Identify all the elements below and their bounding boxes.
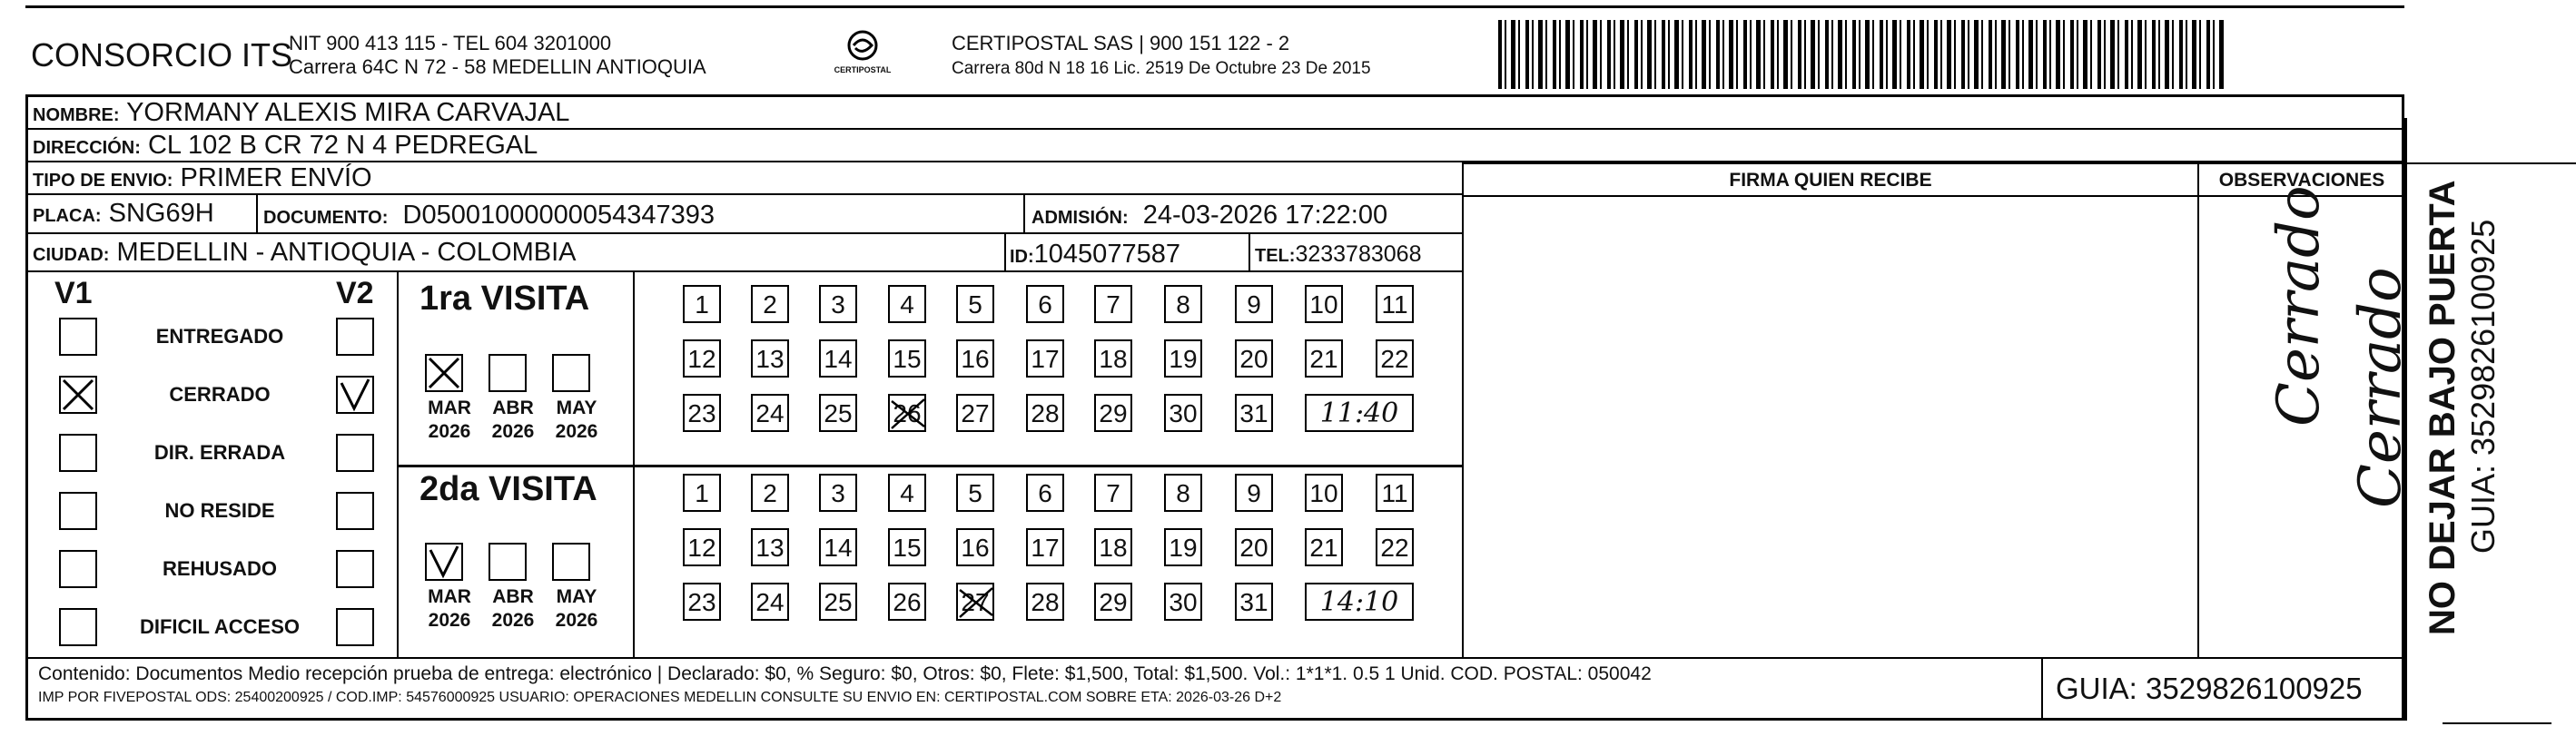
guia-box: GUIA: 3529826100925 [2056,672,2363,705]
divider [1004,234,1006,272]
v1-checkbox[interactable] [59,550,97,588]
strike-mark-icon [958,584,994,621]
month-checkbox[interactable] [552,354,590,392]
day-box[interactable]: 4 [888,285,926,323]
month-checkbox[interactable] [489,354,527,392]
year-label: 2026 [555,610,598,631]
month-checkbox[interactable] [425,354,463,392]
v2-checkbox[interactable] [336,434,374,472]
logo-icon [844,30,881,61]
side-guia-text: GUIA: 3529826100925 [2464,219,2502,554]
status-option-label: REHUSADO [163,557,277,580]
day-box[interactable]: 26 [888,583,926,621]
day-box[interactable]: 17 [1026,528,1064,566]
day-box[interactable]: 26 [888,394,926,432]
certipostal-logo [831,30,894,74]
status-option-label: DIFICIL ACCESO [139,615,300,638]
day-box[interactable]: 1 [683,474,721,512]
day-box[interactable]: 17 [1026,339,1064,378]
status-option-label: CERRADO [169,383,271,406]
firma-header: FIRMA QUIEN RECIBE [1464,164,2197,197]
id-label: ID: [1010,247,1034,267]
day-box[interactable]: 20 [1235,528,1273,566]
day-box[interactable]: 7 [1094,474,1132,512]
nombre-row [27,97,2406,130]
barcode [1498,20,2225,89]
divider [2041,657,2043,721]
tel-field [1255,236,1421,274]
divider [1249,234,1250,272]
firma-area[interactable] [1464,197,2197,657]
day-box[interactable]: 10 [1305,474,1343,512]
divider [399,465,1462,467]
day-box[interactable]: 15 [888,528,926,566]
year-label: 2026 [428,610,471,631]
day-box[interactable]: 2 [751,474,789,512]
day-box[interactable]: 29 [1094,394,1132,432]
day-box[interactable]: 11 [1376,285,1414,323]
day-box[interactable]: 3 [819,474,857,512]
day-box[interactable]: 13 [751,528,789,566]
day-box[interactable]: 24 [751,394,789,432]
v2-checkbox[interactable] [336,608,374,646]
contenido-text: Contenido: Documentos Medio recepción prueba de entrega: electrónico | Declarado: $0, % Seguro: $0, Otros: $0, Flete: $1,500, Total: $1,500. Vol.: 1*1*1. 0.5 1 Unid. COD. POSTAL: 050042 [38,663,1652,684]
v2-checkbox[interactable] [336,376,374,414]
v1-checkbox[interactable] [59,492,97,530]
direccion-row [27,130,2406,162]
v2-checkbox[interactable] [336,550,374,588]
direccion-label: DIRECCIÓN: [33,138,141,158]
handwriting-2: Cerrado [2347,267,2414,508]
top-rule [25,5,2404,8]
nombre-label: NOMBRE: [33,105,120,125]
day-box[interactable]: 8 [1164,474,1202,512]
documento-value: D05001000000054347393 [402,201,716,230]
year-label: 2026 [555,421,598,442]
placa-label: PLACA: [33,206,102,226]
observaciones-header: OBSERVACIONES [2199,164,2404,197]
logo-text: CERTIPOSTAL [834,65,892,74]
day-box[interactable]: 5 [956,285,994,323]
day-box[interactable]: 9 [1235,285,1273,323]
time-box[interactable]: 11:40 [1305,394,1414,432]
check-mark-icon [427,545,461,579]
day-box[interactable]: 25 [819,583,857,621]
day-box[interactable]: 30 [1164,394,1202,432]
day-box[interactable]: 13 [751,339,789,378]
day-box[interactable]: 31 [1235,394,1273,432]
day-box[interactable]: 28 [1026,583,1064,621]
check-mark-icon [427,356,461,390]
divider [2197,162,2199,657]
v1-checkbox[interactable] [59,434,97,472]
month-label: MAR [428,398,471,418]
day-box[interactable]: 14 [819,339,857,378]
day-box[interactable]: 15 [888,339,926,378]
day-box[interactable]: 18 [1094,528,1132,566]
divider [1023,195,1025,234]
imp-text: IMP POR FIVEPOSTAL ODS: 25400200925 / COD.IMP: 54576000925 USUARIO: OPERACIONES MEDELLIN CONSULTE SU ENVIO EN: CERTIPOSTAL.COM SOBRE ETA: 2026-03-26 D+2 [38,690,1282,705]
documento-label: DOCUMENTO: [263,208,389,228]
day-box[interactable]: 27 [956,583,994,621]
visit2-title: 2da VISITA [419,470,597,508]
v1-checkbox[interactable] [59,318,97,356]
company-name: CONSORCIO ITS [31,36,293,74]
day-box[interactable]: 12 [683,528,721,566]
admision-label: ADMISIÓN: [1031,208,1129,228]
tel-label: TEL: [1255,246,1296,266]
v1-checkbox[interactable] [59,376,97,414]
company-line-1: NIT 900 413 115 - TEL 604 3201000 [289,32,612,54]
day-box[interactable]: 21 [1305,339,1343,378]
day-box[interactable]: 6 [1026,474,1064,512]
day-box[interactable]: 7 [1094,285,1132,323]
day-box[interactable]: 24 [751,583,789,621]
v2-header: V2 [336,276,374,310]
month-label: ABR [492,586,534,607]
day-box[interactable]: 4 [888,474,926,512]
month-label: MAY [556,398,597,418]
day-box[interactable]: 9 [1235,474,1273,512]
month-checkbox[interactable] [552,543,590,581]
direccion-value: CL 102 B CR 72 N 4 PEDREGAL [147,131,538,160]
ciudad-value: MEDELLIN - ANTIOQUIA - COLOMBIA [116,238,577,267]
placa-value: SNG69H [108,199,214,228]
month-label: MAY [556,586,597,607]
status-option-label: DIR. ERRADA [153,441,286,464]
day-box[interactable]: 28 [1026,394,1064,432]
tipo-label: TIPO DE ENVIO: [33,171,173,191]
day-box[interactable]: 31 [1235,583,1273,621]
tipo-row [27,162,1464,195]
day-box[interactable]: 16 [956,528,994,566]
year-label: 2026 [491,610,535,631]
carrier-line-2: Carrera 80d N 18 16 Lic. 2519 De Octubre 23 De 2015 [952,59,1371,78]
day-box[interactable]: 19 [1164,528,1202,566]
day-box[interactable]: 1 [683,285,721,323]
tipo-value: PRIMER ENVÍO [180,163,372,192]
divider [2443,722,2551,724]
month-label: ABR [492,398,534,418]
company-line-2: Carrera 64C N 72 - 58 MEDELLIN ANTIOQUIA [289,55,706,78]
day-box[interactable]: 11 [1376,474,1414,512]
day-box[interactable]: 20 [1235,339,1273,378]
strike-mark-icon [890,396,926,432]
carrier-line-1: CERTIPOSTAL SAS | 900 151 122 - 2 [952,32,1290,54]
ciudad-label: CIUDAD: [33,245,110,265]
day-box[interactable]: 3 [819,285,857,323]
time-box[interactable]: 14:10 [1305,583,1414,621]
day-box[interactable]: 19 [1164,339,1202,378]
check-mark-icon [61,378,95,412]
status-option-label: ENTREGADO [155,325,284,348]
admision-field [1031,197,1387,236]
v1-checkbox[interactable] [59,608,97,646]
admision-value: 24-03-2026 17:22:00 [1142,201,1388,230]
day-box[interactable]: 18 [1094,339,1132,378]
day-box[interactable]: 23 [683,394,721,432]
no-dejar-text: NO DEJAR BAJO PUERTA [2423,180,2462,635]
day-box[interactable]: 5 [956,474,994,512]
status-option-label: NO RESIDE [164,499,275,522]
nombre-value: YORMANY ALEXIS MIRA CARVAJAL [126,98,570,127]
day-box[interactable]: 23 [683,583,721,621]
v2-checkbox[interactable] [336,492,374,530]
tel-value: 3233783068 [1295,241,1422,267]
day-box[interactable]: 22 [1376,528,1414,566]
month-checkbox[interactable] [425,543,463,581]
v1-header: V1 [54,276,93,310]
day-box[interactable]: 30 [1164,583,1202,621]
month-checkbox[interactable] [489,543,527,581]
documento-field [263,197,715,236]
day-box[interactable]: 10 [1305,285,1343,323]
day-box[interactable]: 6 [1026,285,1064,323]
day-box[interactable]: 8 [1164,285,1202,323]
handwriting-1: Cerrado [2265,185,2333,427]
day-box[interactable]: 2 [751,285,789,323]
year-label: 2026 [491,421,535,442]
divider [27,657,2404,659]
day-box[interactable]: 29 [1094,583,1132,621]
id-value: 1045077587 [1033,240,1180,269]
id-field [1010,236,1180,275]
month-label: MAR [428,586,471,607]
day-box[interactable]: 25 [819,394,857,432]
year-label: 2026 [428,421,471,442]
day-box[interactable]: 27 [956,394,994,432]
day-box[interactable]: 22 [1376,339,1414,378]
check-mark-icon [338,378,372,412]
day-box[interactable]: 12 [683,339,721,378]
divider [256,195,258,234]
day-box[interactable]: 16 [956,339,994,378]
v2-checkbox[interactable] [336,318,374,356]
visit1-title: 1ra VISITA [419,280,590,318]
day-box[interactable]: 14 [819,528,857,566]
day-box[interactable]: 21 [1305,528,1343,566]
